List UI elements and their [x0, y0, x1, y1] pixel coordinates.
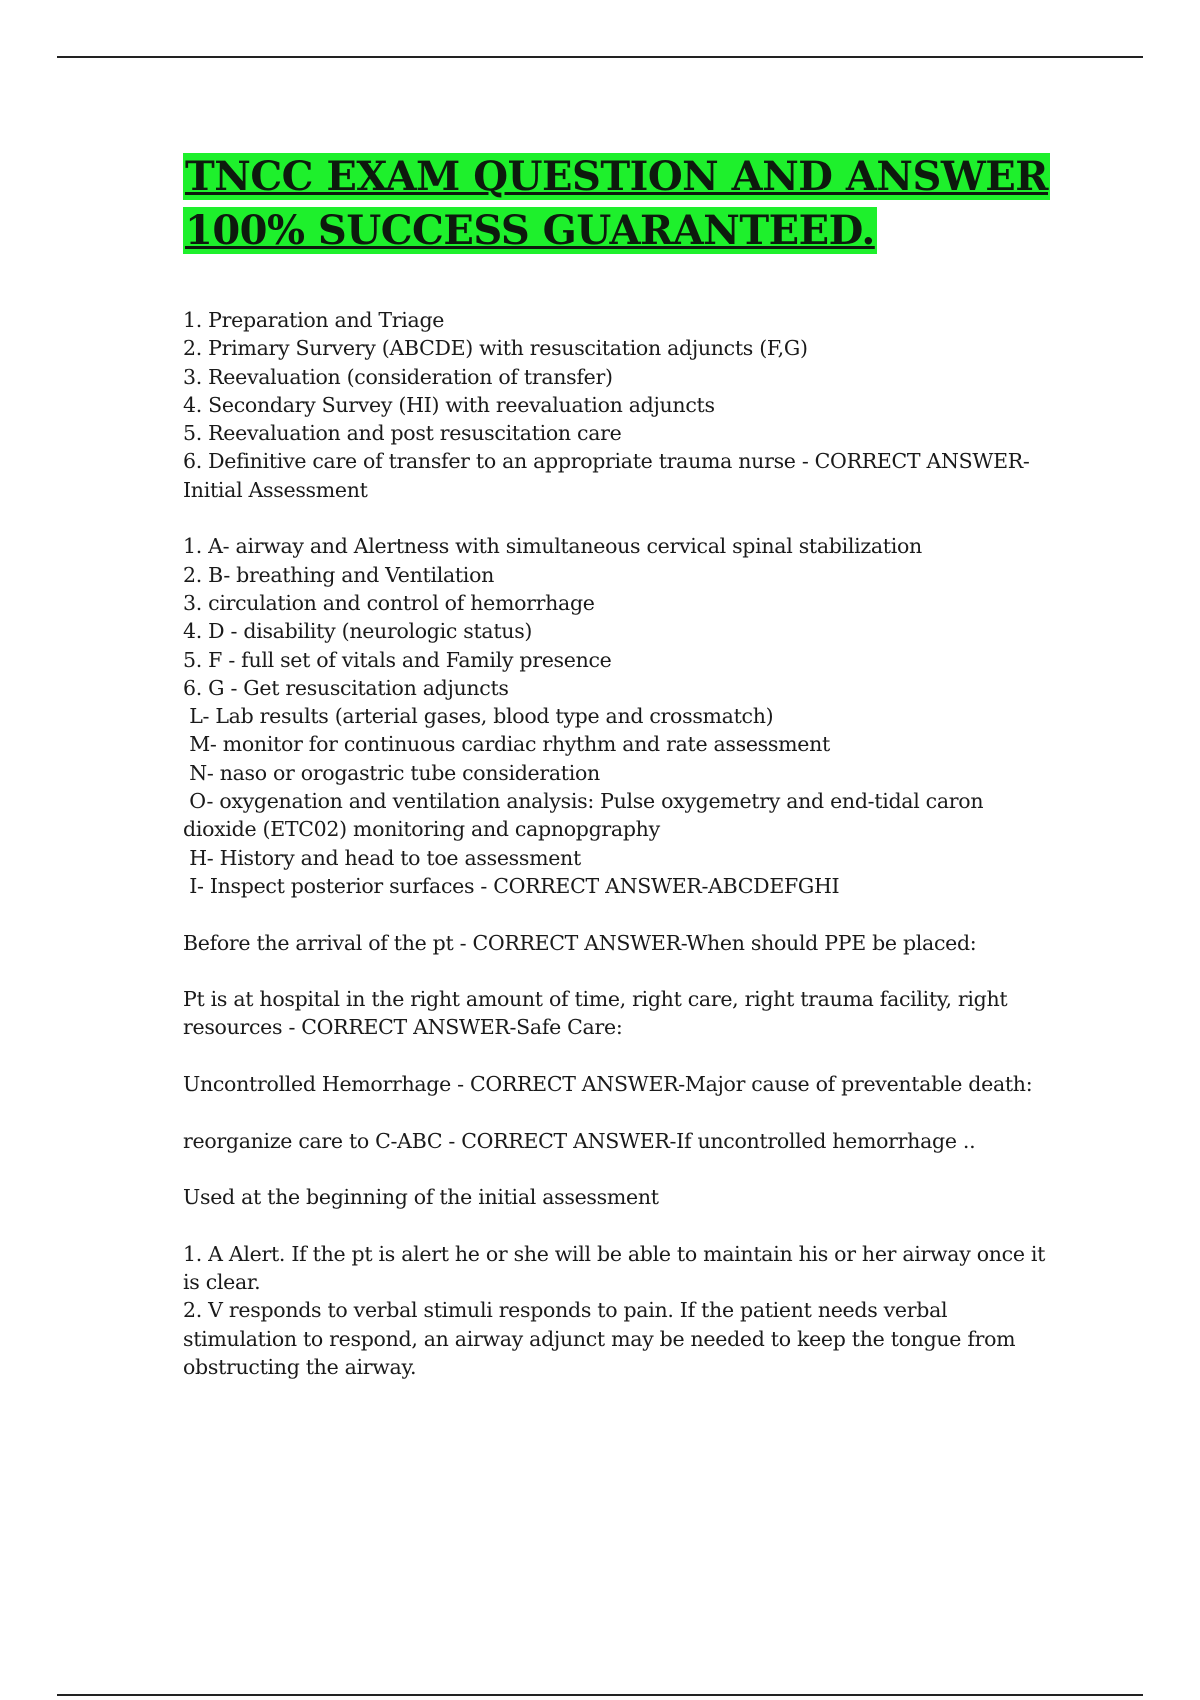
text-line: 4. D - disability (neurologic status) — [183, 619, 533, 644]
paragraph — [183, 532, 1063, 900]
paragraph-gap — [183, 1212, 1063, 1240]
paragraph — [183, 306, 1063, 504]
text-line: 5. F - full set of vitals and Family presence — [183, 647, 612, 672]
text-line: 3. Reevaluation (consideration of transfer) — [183, 364, 613, 389]
text-line: Pt is at hospital in the right amount of time, right care, right trauma facility, right — [183, 987, 1008, 1012]
paragraph — [183, 929, 1063, 957]
text-line: is clear. — [183, 1270, 261, 1295]
paragraph-gap — [183, 504, 1063, 532]
text-line: O- oxygenation and ventilation analysis: Pulse oxygemetry and end-tidal caron — [183, 789, 984, 814]
text-line: 2. B- breathing and Ventilation — [183, 562, 495, 587]
text-line: 3. circulation and control of hemorrhage — [183, 590, 595, 615]
paragraph-gap — [183, 957, 1063, 985]
text-line: I- Inspect posterior surfaces - CORRECT ANSWER-ABCDEFGHI — [183, 873, 840, 898]
document-title — [183, 150, 1050, 258]
text-line: dioxide (ETC02) monitoring and capnopgraphy — [183, 817, 660, 842]
text-line: stimulation to respond, an airway adjunct may be needed to keep the tongue from — [183, 1326, 1016, 1351]
paragraph — [183, 1240, 1063, 1381]
text-line: Before the arrival of the pt - CORRECT ANSWER-When should PPE be placed: — [183, 930, 977, 955]
text-line: 5. Reevaluation and post resuscitation care — [183, 421, 622, 446]
document-body — [183, 306, 1063, 1381]
text-line: reorganize care to C-ABC - CORRECT ANSWER-If uncontrolled hemorrhage .. — [183, 1128, 976, 1153]
text-line: 1. A Alert. If the pt is alert he or she will be able to maintain his or her airway once it — [183, 1241, 1046, 1266]
text-line: H- History and head to toe assessment — [183, 845, 581, 870]
text-line: Used at the beginning of the initial assessment — [183, 1185, 659, 1210]
text-line: M- monitor for continuous cardiac rhythm and rate assessment — [183, 732, 830, 757]
text-line: 4. Secondary Survey (HI) with reevaluation adjuncts — [183, 392, 715, 417]
text-line: N- naso or orogastric tube consideration — [183, 760, 600, 785]
paragraph — [183, 1070, 1063, 1098]
paragraph-gap — [183, 900, 1063, 928]
paragraph — [183, 985, 1063, 1042]
paragraph — [183, 1127, 1063, 1155]
text-line: Uncontrolled Hemorrhage - CORRECT ANSWER-Major cause of preventable death: — [183, 1072, 1033, 1097]
text-line: 6. G - Get resuscitation adjuncts — [183, 675, 509, 700]
text-line: resources - CORRECT ANSWER-Safe Care: — [183, 1015, 623, 1040]
text-line: 1. A- airway and Alertness with simultaneous cervical spinal stabilization — [183, 534, 922, 559]
text-line: 6. Definitive care of transfer to an appropriate trauma nurse - CORRECT ANSWER- — [183, 449, 1030, 474]
text-line: L- Lab results (arterial gases, blood type and crossmatch) — [183, 704, 774, 729]
text-line: obstructing the airway. — [183, 1354, 417, 1379]
text-line: 2. V responds to verbal stimuli responds to pain. If the patient needs verbal — [183, 1298, 948, 1323]
text-line: Initial Assessment — [183, 477, 368, 502]
paragraph-gap — [183, 1155, 1063, 1183]
text-line: 1. Preparation and Triage — [183, 308, 445, 332]
title-line-2: 100% SUCCESS GUARANTEED. — [185, 207, 875, 254]
paragraph-gap — [183, 1098, 1063, 1126]
paragraph-gap — [183, 1042, 1063, 1070]
title-line-1: TNCC EXAM QUESTION AND ANSWER — [185, 153, 1049, 200]
paragraph — [183, 1183, 1063, 1211]
footer-rule — [57, 1694, 1143, 1696]
text-line: 2. Primary Survery (ABCDE) with resuscitation adjuncts (F,G) — [183, 336, 808, 361]
header-rule — [57, 56, 1143, 58]
